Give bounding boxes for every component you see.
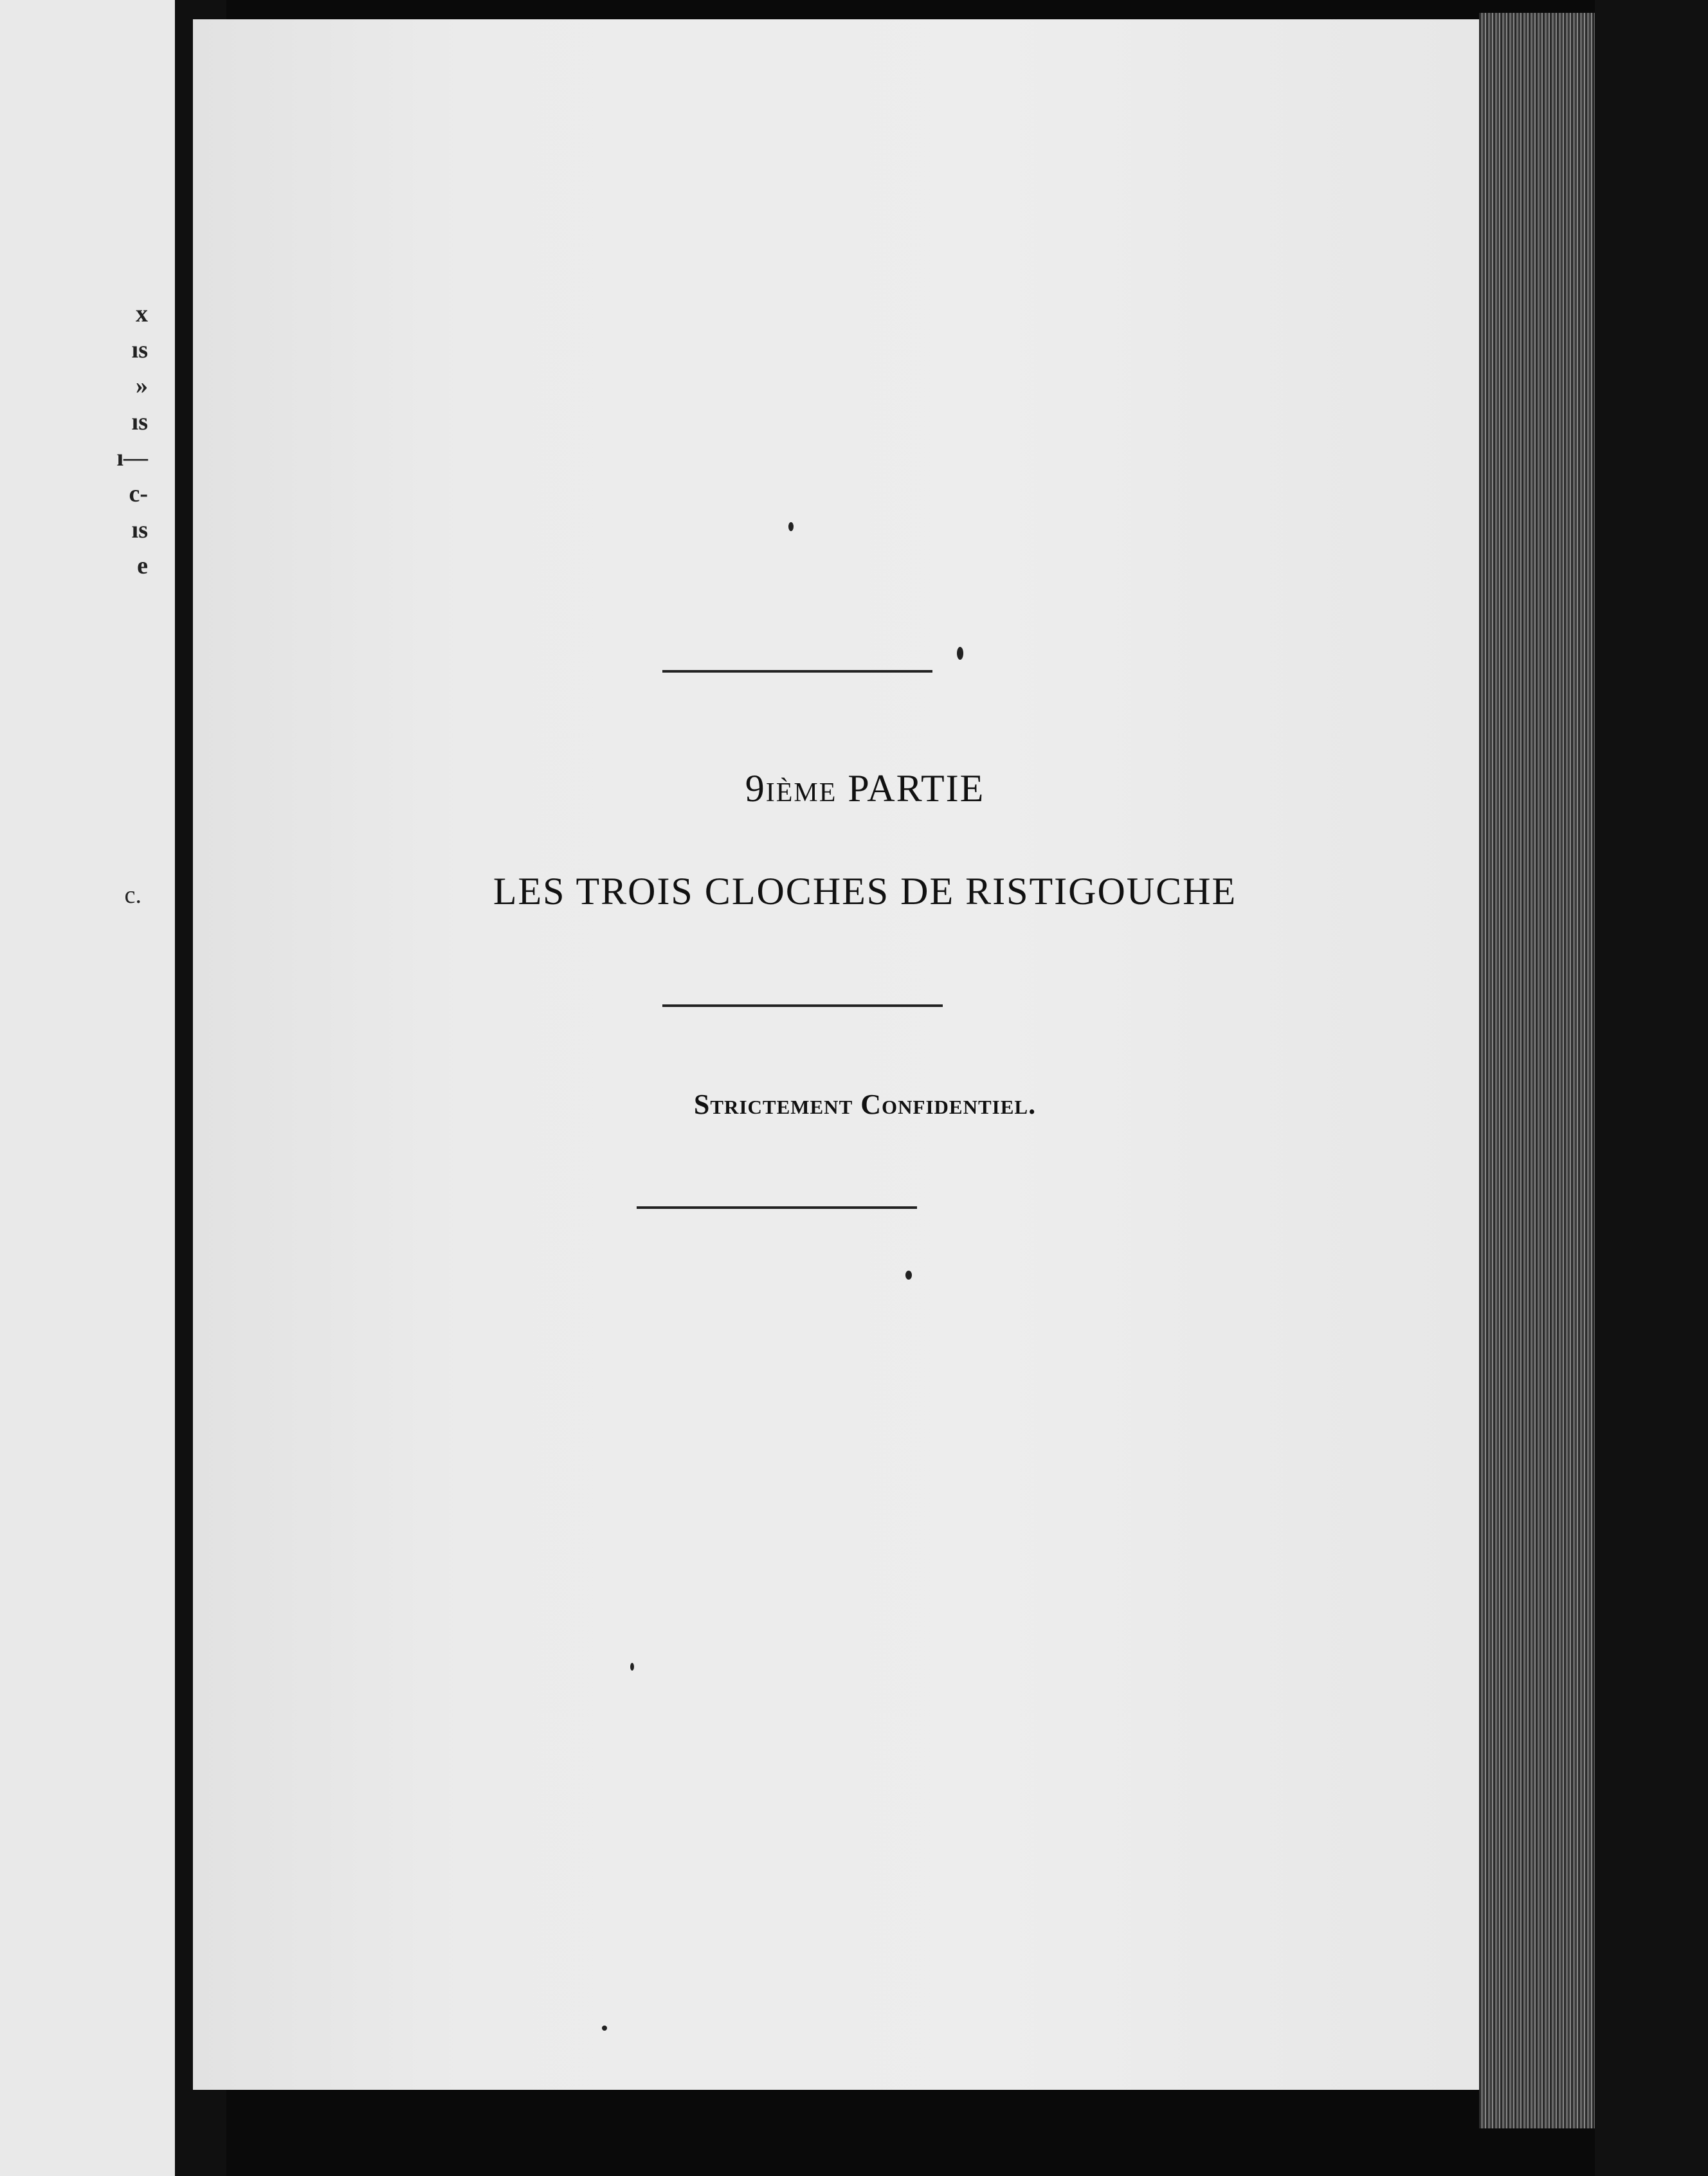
left-line: ıs: [131, 336, 148, 363]
bottom-rule: [637, 1206, 917, 1209]
part-number: 9: [745, 767, 766, 810]
part-word: PARTIE: [848, 767, 985, 810]
chapter-title: LES TROIS CLOCHES DE RISTIGOUCHE: [493, 870, 1237, 912]
subtitle: Strictement Confidentiel.: [693, 1089, 1037, 1120]
ink-speck: [957, 647, 963, 660]
ink-speck: [602, 2026, 607, 2031]
left-line: ı—: [116, 444, 148, 471]
left-page-text: [0, 296, 148, 584]
ink-speck: [630, 1663, 634, 1671]
part-heading: [193, 766, 1537, 811]
part-suffix: IÈME: [765, 778, 837, 808]
left-line: ıs: [131, 516, 148, 543]
top-rule: [662, 670, 932, 673]
left-line: »: [136, 372, 148, 399]
main-page: [193, 19, 1537, 2090]
ink-speck: [788, 522, 794, 531]
left-trailing-char: c.: [124, 882, 141, 909]
left-line: ıs: [131, 408, 148, 435]
left-line: c-: [129, 480, 148, 507]
middle-rule: [662, 1004, 943, 1007]
book-edge-shadow: [1595, 0, 1708, 2176]
left-line: e: [137, 552, 148, 579]
left-line: x: [136, 300, 148, 327]
left-page: [0, 0, 175, 2176]
ink-speck: [905, 1271, 912, 1280]
